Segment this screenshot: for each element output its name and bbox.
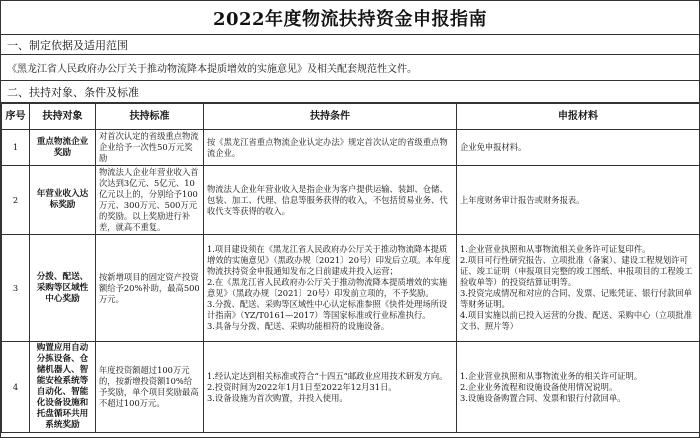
- material-item: 1.企业营业执照和从事物流业务的相关许可证明。: [460, 370, 643, 381]
- row-standard: 对首次认定的省级重点物流企业给予一次性50万元奖励: [96, 130, 204, 166]
- material-item: 3.设施设备购置合同、发票和银行付款回单。: [460, 392, 626, 403]
- material-item: 企业免申报材料。: [460, 142, 527, 152]
- table-header-row: [2, 104, 700, 130]
- condition-item: 按《黑龙江省重点物流企业认定办法》规定首次认定的省级重点物流企业。: [207, 136, 448, 158]
- condition-item: 2.在《黑龙江省人民政府办公厅关于推动物流降本提质增效的实施意见》（黑政办规〔2021〕20号）印发前立项的，不予奖励。: [207, 277, 448, 298]
- condition-item: 2.投资时间为2022年1月1日至2022年12月31日。: [207, 381, 397, 392]
- basis-text: 《黑龙江省人民政府办公厅关于推动物流降本提质增效的实施意见》及相关配套规范性文件。: [1, 55, 699, 81]
- table-row: [2, 130, 700, 166]
- material-item: 2.项目可行性研究报告、立项批准（备案）、建设工程规划许可证、竣工证明（申报项目完整的竣工图纸、申报项目的工程竣工验收单等）的投资结算证明等。: [460, 255, 693, 287]
- row-standard: 物流法人企业年营业收入首次达到3亿元、5亿元、10亿元以上的，分别给予100万元、300万元、500万元的奖励。以上奖励进行补差，就高不重复。: [96, 166, 204, 235]
- material-item: 3.投资完成情况和对应的合同、发票、记账凭证、银行付款回单等财务证明。: [460, 288, 692, 309]
- table-row: [2, 235, 700, 342]
- row-number: 3: [2, 235, 30, 342]
- table-row: [2, 342, 700, 433]
- row-materials: [457, 130, 700, 166]
- row-materials: [457, 166, 700, 235]
- material-item: 1.企业营业执照和从事物流相关业务许可证复印件。: [460, 244, 651, 254]
- header-materials: 申报材料: [457, 104, 700, 130]
- table-row: [2, 166, 700, 235]
- row-object: 年营业收入达标奖励: [30, 166, 96, 235]
- header-conditions: 扶持条件: [204, 104, 457, 130]
- row-conditions: [204, 342, 457, 433]
- condition-item: 3.具备与分拨、配送、采购功能相符的设施设备。: [207, 321, 390, 331]
- row-number: 4: [2, 342, 30, 433]
- row-standard: 按新增项目的固定资产投资额给予20%补助，最高500万元。: [96, 235, 204, 342]
- header-object: 扶持对象: [30, 104, 96, 130]
- document-title: 2022年度物流扶持资金申报指南: [1, 1, 699, 35]
- row-conditions: [204, 166, 457, 235]
- row-number: 2: [2, 166, 30, 235]
- row-number: 1: [2, 130, 30, 166]
- row-object: 购置应用自动分拣设备、仓储机器人、智能安检系统等自动化、智能化设备设施和托盘循环共用系统奖励: [30, 342, 96, 433]
- row-standard: 年度投资额超过100万元的，按新增投资额10%给予奖励，单个项目奖励最高不超过100万元。: [96, 342, 204, 433]
- section-heading-basis: 一、制定依据及适用范围: [1, 35, 699, 55]
- header-standard: 扶持标准: [96, 104, 204, 130]
- condition-item: 1.项目建设须在《黑龙江省人民政府办公厅关于推动物流降本提质增效的实施意见》（黑政办规〔2021〕20号）印发后立项。本年度物流扶持资金申报通知发布之日前建成并投入运营；: [207, 244, 451, 276]
- support-table: [1, 103, 700, 433]
- row-object: 重点物流企业奖励: [30, 130, 96, 166]
- material-item: 上年度财务审计报告或财务报表。: [460, 194, 585, 205]
- row-object: 分拨、配送、采购等区域性中心奖励: [30, 235, 96, 342]
- row-materials: [457, 235, 700, 342]
- material-item: 4.项目实施以前已投入运营的分拨、配送、采购中心（立项批准文书、照片等）: [460, 310, 692, 331]
- condition-item: 3.分拨、配送、采购等区域性中心认定标准参照《快件处理场所设计指南》（YZ/T0161—2017）等国家标准或行业标准执行。: [207, 299, 448, 320]
- condition-item: 3.设备设施为首次购置，并投入使用。: [207, 392, 348, 403]
- row-materials: [457, 342, 700, 433]
- material-item: 2.企业业务流程和设施设备使用情况说明。: [460, 381, 618, 392]
- row-conditions: [204, 235, 457, 342]
- header-no: 序号: [2, 104, 30, 130]
- condition-item: 1.经认定达到相关标准或符合“十四五”邮政业应用技术研发方向。: [207, 370, 448, 381]
- section-heading-support: 二、扶持对象、条件及标准: [1, 81, 699, 103]
- row-conditions: [204, 130, 457, 166]
- condition-item: 物流法人企业年营业收入是指企业为客户提供运输、装卸、仓储、包装、加工、代理、信息等服务获得的收入，不包括贸易业务、代收代支等获得的收入。: [207, 183, 448, 216]
